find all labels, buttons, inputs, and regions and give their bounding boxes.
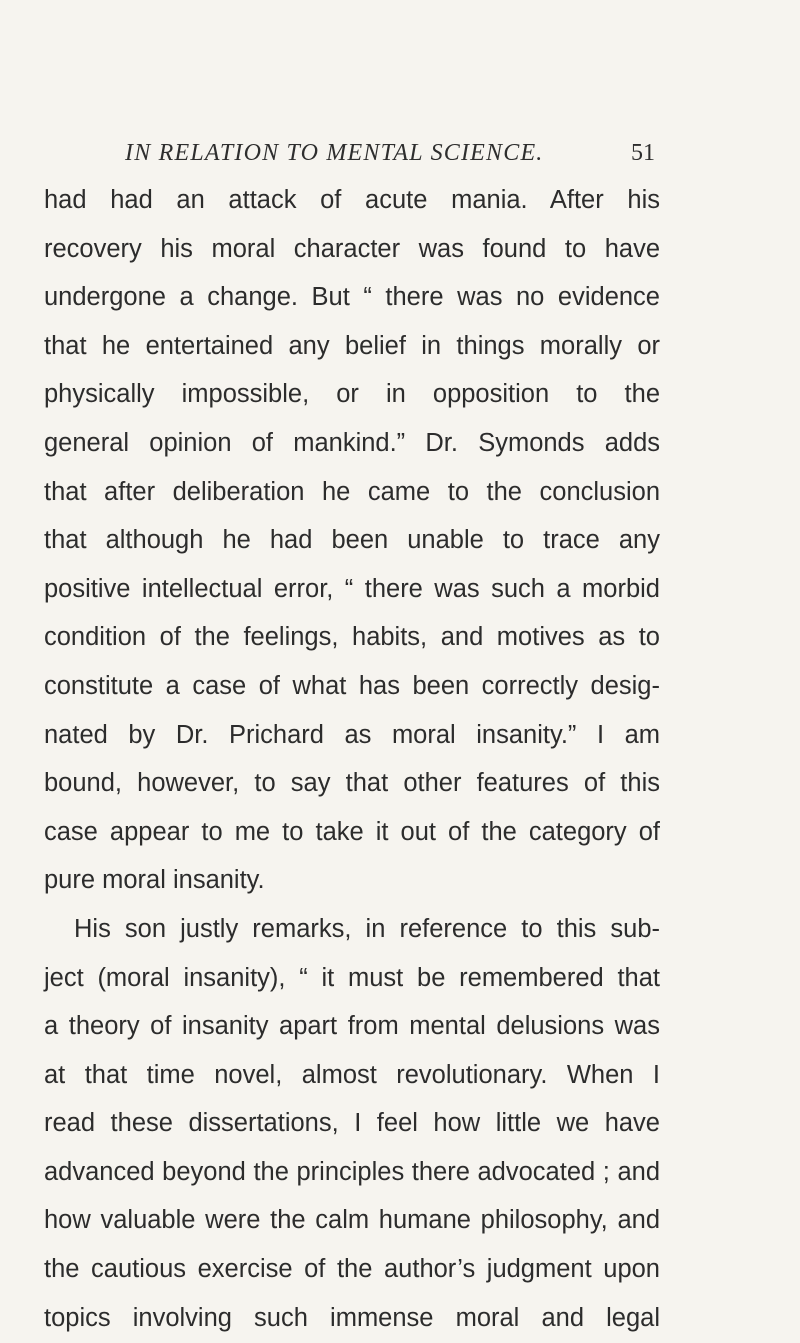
text-line: that after deliberation he came to the conclusion [44, 477, 660, 506]
page-number: 51 [631, 140, 655, 166]
text-line: recovery his moral character was found to have [44, 234, 660, 263]
running-title: IN RELATION TO MENTAL SCIENCE. [125, 140, 544, 166]
text-line: topics involving such immense moral and legal [44, 1303, 660, 1332]
text-line: ject (moral insanity), “ it must be remembered that [44, 963, 660, 992]
text-line: a theory of insanity apart from mental delusions was [44, 1012, 660, 1041]
text-line: general opinion of mankind.” Dr. Symonds adds [44, 428, 660, 457]
text-line: physically impossible, or in opposition to the [44, 380, 660, 409]
text-line: advanced beyond the principles there advocated ; and [44, 1157, 660, 1186]
text-line: condition of the feelings, habits, and motives as to [44, 623, 660, 652]
paragraph-start-line: His son justly remarks, in reference to this sub- [74, 914, 660, 943]
text-line: nated by Dr. Prichard as moral insanity.” I am [44, 720, 660, 749]
text-line: how valuable were the calm humane philosophy, and [44, 1206, 660, 1235]
text-line: the cautious exercise of the author’s judgment upon [44, 1255, 660, 1284]
text-line: that although he had been unable to trace any [44, 526, 660, 555]
body-text [44, 176, 660, 1342]
text-line: constitute a case of what has been correctly desig- [44, 671, 660, 700]
running-head [125, 140, 655, 174]
text-line: read these dissertations, I feel how little we have [44, 1109, 660, 1138]
paragraph-end-line: pure moral insanity. [44, 866, 265, 895]
text-line: at that time novel, almost revolutionary. When I [44, 1060, 660, 1089]
text-line: had had an attack of acute mania. After his [44, 186, 660, 214]
text-line: case appear to me to take it out of the category of [44, 817, 660, 846]
text-line: undergone a change. But “ there was no evidence [44, 283, 660, 312]
text-line: bound, however, to say that other features of this [44, 769, 660, 798]
text-line: positive intellectual error, “ there was such a morbid [44, 574, 660, 603]
text-line: that he entertained any belief in things morally or [44, 331, 660, 360]
